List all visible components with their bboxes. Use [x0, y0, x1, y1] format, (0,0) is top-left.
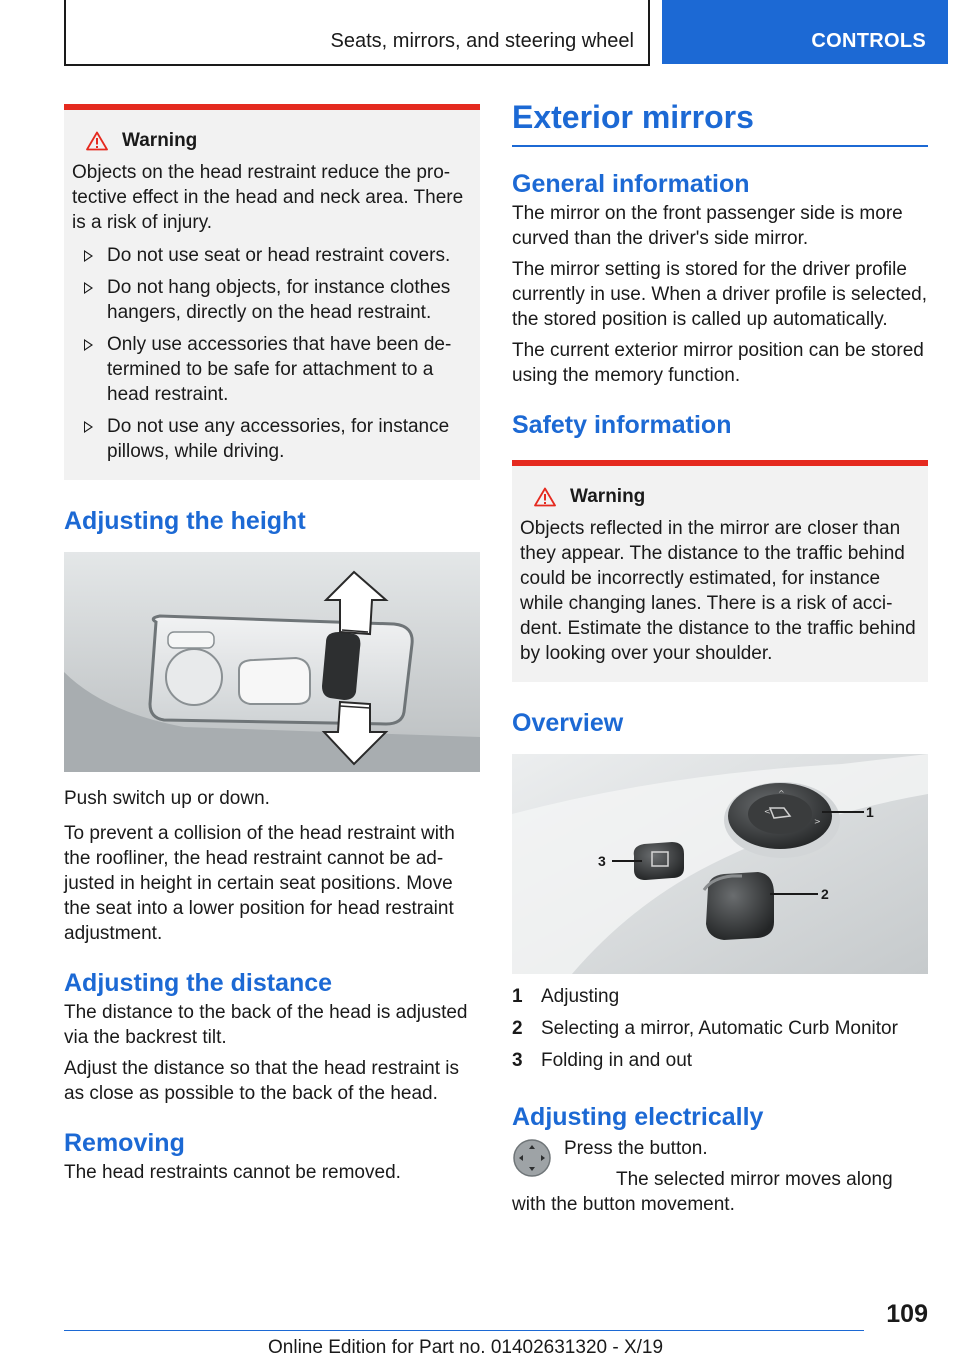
- legend-text: Adjusting: [541, 986, 620, 1008]
- warning-text: Objects on the head restraint reduce the protective effect in the head and neck area. There is a risk of injury.: [72, 162, 464, 233]
- bullet-triangle-icon: [84, 421, 93, 433]
- header-section-tab: [64, 0, 650, 66]
- warning-list-item: Do not use any accessories, for instance pillows, while driving.: [72, 414, 472, 464]
- legend-number: 3: [512, 1050, 523, 1072]
- electric-adjust-block: [512, 1136, 928, 1217]
- legend-text: Selecting a mirror, Automatic Curb Monitor: [541, 1018, 898, 1040]
- footer-divider: [64, 1330, 864, 1331]
- warning-list: [72, 243, 472, 464]
- left-column: [64, 104, 480, 1185]
- height-instruction: Push switch up or down.: [64, 788, 270, 809]
- seat-switch-illustration: [64, 552, 480, 772]
- svg-text:^: ^: [778, 789, 785, 799]
- warning-title: Warning: [122, 130, 198, 151]
- bullet-triangle-icon: [84, 339, 93, 351]
- warning-title: Warning: [570, 486, 646, 508]
- bullet-triangle-icon: [84, 282, 93, 294]
- mirror-warning-box: [512, 460, 928, 682]
- mirror-adjust-button-icon: [512, 1138, 552, 1178]
- head-restraint-switch-figure: [64, 552, 480, 772]
- general-info-heading: General information: [512, 170, 750, 199]
- header-chapter-tab: [662, 0, 948, 64]
- warning-heading: [534, 486, 920, 508]
- legend-item: [512, 1050, 928, 1082]
- general-info-text-1: The mirror on the front passenger side is more curved than the driver's side mirror.: [512, 203, 903, 250]
- footer-edition: Online Edition for Part no. 01402631320 - X/19: [268, 1337, 664, 1358]
- mirror-controls-illustration: [512, 754, 928, 974]
- overview-heading: Overview: [512, 709, 624, 738]
- electric-adjust-text-2: The selected mirror moves along with the button movement.: [512, 1169, 893, 1216]
- warning-triangle-icon: [534, 487, 556, 507]
- height-heading: Adjusting the height: [64, 507, 306, 535]
- head-restraint-warning-box: [64, 104, 480, 480]
- figure-legend: [512, 986, 928, 1082]
- warning-triangle-icon: [86, 131, 108, 151]
- legend-number: 2: [512, 1018, 523, 1040]
- header-section-title: Seats, mirrors, and steering wheel: [330, 30, 634, 52]
- removing-text: The head restraints cannot be removed.: [64, 1162, 401, 1183]
- general-info-text-3: The current exterior mirror position can be stored using the memory function.: [512, 340, 924, 387]
- electric-adjust-text-1: Press the button.: [564, 1138, 708, 1160]
- removing-heading: Removing: [64, 1129, 185, 1157]
- svg-text:>: >: [814, 817, 821, 827]
- distance-text-2: Adjust the distance so that the head restraint is as close as possible to the back of the head.: [64, 1058, 460, 1104]
- callout-3: 3: [598, 853, 606, 870]
- electric-adjust-heading: Adjusting electrically: [512, 1103, 764, 1132]
- warning-text: Objects reflected in the mirror are closer than they appear. The distance to the traffic behind could be incorrectly estimated, for instance while changing lanes. There is a risk of accident. Estimate the distance to the traffic behind by looking over your shoulder.: [520, 518, 916, 665]
- safety-info-heading: Safety information: [512, 411, 732, 440]
- page-number: 109: [886, 1300, 928, 1328]
- legend-item: [512, 986, 928, 1018]
- warning-list-item: Only use accessories that have been determined to be safe for attachment to a head restraint.: [72, 332, 472, 407]
- right-column: [512, 100, 928, 1217]
- legend-number: 1: [512, 986, 523, 1008]
- mirror-controls-figure: [512, 754, 928, 974]
- distance-text-1: The distance to the back of the head is adjusted via the backrest tilt.: [64, 1002, 468, 1048]
- distance-heading: Adjusting the distance: [64, 969, 333, 997]
- callout-2: 2: [821, 886, 829, 903]
- general-info-text-2: The mirror setting is stored for the driver profile currently in use. When a driver profile is selected, the stored position is called up automatically.: [512, 259, 928, 331]
- page-title: Exterior mirrors: [512, 100, 928, 147]
- legend-text: Folding in and out: [541, 1050, 693, 1072]
- svg-text:<: <: [764, 807, 771, 817]
- warning-list-item: Do not use seat or head restraint covers.: [72, 243, 472, 268]
- legend-item: [512, 1018, 928, 1050]
- header-chapter-title: CONTROLS: [811, 30, 926, 52]
- callout-1: 1: [866, 804, 874, 821]
- warning-heading: [86, 130, 472, 152]
- height-note: To prevent a collision of the head restraint with the roofliner, the head restraint cannot be adjusted in height in certain seat positions. Move the seat into a lower position for head restraint adjustment.: [64, 823, 455, 944]
- bullet-triangle-icon: [84, 250, 93, 262]
- warning-list-item: Do not hang objects, for instance clothes hangers, directly on the head restraint.: [72, 275, 472, 325]
